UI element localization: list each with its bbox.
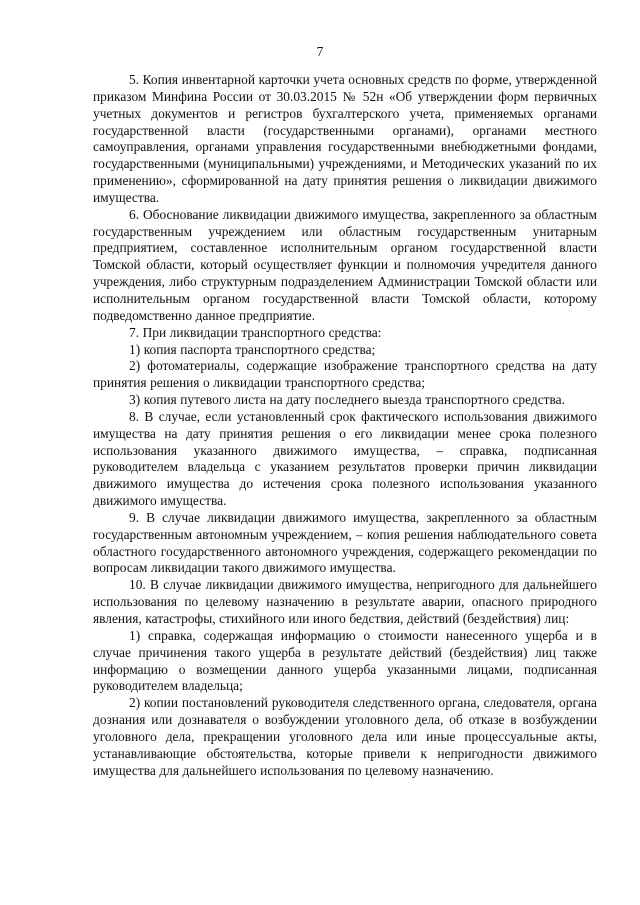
paragraph-item-8: 8. В случае, если установленный срок фактического использования движимого имущества на дату принятия решения о его ликвидации менее срока полезного использования указанного движимого имущества, – справка, подписанная руководителем владельца с указанием результатов проверки причин ликвидации движимого имущества до истечения срока полезного использования указанного движимого имущества. [93, 408, 597, 509]
paragraph-item-9: 9. В случае ликвидации движимого имущества, закрепленного за областным государственным автономным учреждением, – копия решения наблюдательного совета областного государственного автономного учреждения, содержащего рекомендации по вопросам ликвидации такого движимого имущества. [93, 509, 597, 576]
paragraph-item-10-2: 2) копии постановлений руководителя следственного органа, следователя, органа дознания или дознавателя о возбуждении уголовного дела, об отказе в возбуждении уголовного дела, прекращении уголовного дела или иные процессуальные акты, устанавливающие обстоятельства, которые привели к непригодности движимого имущества для дальнейшего использования по целевому назначению. [93, 695, 597, 778]
paragraph-item-10: 10. В случае ликвидации движимого имущества, непригодного для дальнейшего использования по целевому назначению в результате аварии, опасного природного явления, катастрофы, стихийного или иного бедствия, действий (бездействия) лиц: [93, 577, 597, 626]
paragraph-item-7-2: 2) фотоматериалы, содержащие изображение транспортного средства на дату принятия решения о ликвидации транспортного средства; [93, 358, 597, 391]
paragraph-item-10-1: 1) справка, содержащая информацию о стоимости нанесенного ущерба и в случае причинения такого ущерба в результате действий (бездействия) лиц также информацию о возмещении данного ущерба указанными лицами, подписанная руководителем владельца; [93, 627, 597, 694]
paragraph-item-7-3: 3) копия путевого листа на дату последнего выезда транспортного средства. [129, 392, 565, 408]
page-number: 7 [316, 44, 324, 59]
paragraph-item-6: 6. Обоснование ликвидации движимого имущества, закрепленного за областным государственным учреждением или областным государственным унитарным предприятием, составленное исполнительным органом государственной власти Томской области, который осуществляет функции и полномочия учредителя данного учреждения, либо структурным подразделением Администрации Томской области или исполнительным органом государственной власти Томской области, которому подведомственно данное предприятие. [93, 206, 597, 323]
document-body [93, 72, 597, 779]
paragraph-item-7-1: 1) копия паспорта транспортного средства; [129, 341, 376, 357]
paragraph-item-7: 7. При ликвидации транспортного средства: [129, 324, 382, 340]
paragraph-item-5: 5. Копия инвентарной карточки учета основных средств по форме, утвержденной приказом Минфина России от 30.03.2015 № 52н «Об утверждении форм первичных учетных документов и регистров бухгалтерского учета, применяемых органами государственной власти (государственными органами), органами местного самоуправления, органами управления государственными внебюджетными фондами, государственными (муниципальными) учреждениями, и Методических указаний по их применению», сформированной на дату принятия решения о ликвидации движимого имущества. [93, 72, 597, 205]
